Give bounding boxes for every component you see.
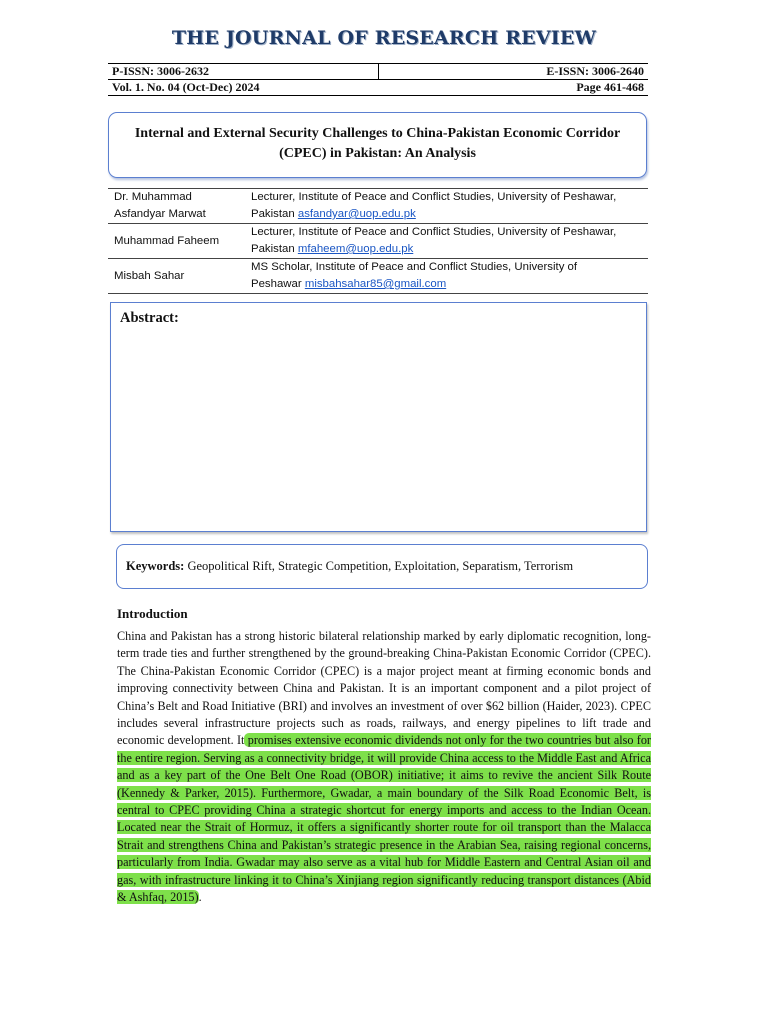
- author-name: [108, 224, 245, 259]
- keywords-label: Keywords:: [126, 559, 185, 573]
- author-affiliation: [245, 189, 648, 224]
- volume-issue: Vol. 1. No. 04 (Oct-Dec) 2024: [108, 80, 379, 96]
- article-title-line1: Internal and External Security Challenges to China-Pakistan Economic Corridor: [134, 126, 621, 141]
- author-row: [108, 259, 648, 294]
- page-range: Page 461-468: [379, 80, 649, 96]
- author-row: [108, 189, 648, 224]
- author-email-link[interactable]: asfandyar@uop.edu.pk: [297, 208, 416, 220]
- abstract-label: Abstract:: [120, 310, 179, 326]
- affiliation-line2: Pakistan: [251, 243, 298, 255]
- keywords-line: [117, 545, 647, 574]
- author-name: [108, 189, 245, 224]
- author-name-line1: Dr. Muhammad: [114, 191, 192, 203]
- affiliation-line2: Pakistan: [251, 208, 298, 220]
- p-issn: P-ISSN: 3006-2632: [108, 64, 379, 80]
- author-affiliation: [245, 224, 648, 259]
- keywords-box: [116, 544, 648, 589]
- article-title: [109, 113, 646, 164]
- affiliation-line1: Lecturer, Institute of Peace and Conflict Studies, University of Peshawar,: [251, 226, 617, 238]
- article-title-box: [108, 112, 647, 178]
- affiliation-line1: MS Scholar, Institute of Peace and Conflict Studies, University of: [251, 261, 578, 273]
- volume-row: [108, 80, 648, 96]
- intro-text: China and Pakistan has a strong historic bilateral relationship marked by early diplomatic recognition, long-term trade ties and further strengthened by the ground-breaking China-Pakistan Economic Corridor (CPEC). The China-Pakistan Economic Corridor (CPEC) is a major project meant at firming economic bonds and improving connectivity between China and Pakistan. It is an important component and a pilot project of China’s Belt and Road Initiative (BRI) and involves an investment of over $62 billion (Haider, 2023). CPEC includes several infrastructure projects such as roads, railways, and energy pipelines to lift trade and economic development. It: [117, 629, 651, 748]
- author-name: [108, 259, 245, 294]
- author-row: [108, 224, 648, 259]
- introduction-heading: Introduction: [117, 606, 188, 621]
- author-affiliation: [245, 259, 648, 294]
- affiliation-line2: Peshawar: [251, 278, 305, 290]
- e-issn: E-ISSN: 3006-2640: [379, 64, 649, 80]
- introduction-paragraph: [117, 628, 651, 907]
- keywords-text: Geopolitical Rift, Strategic Competition, Exploitation, Separatism, Terrorism: [184, 559, 574, 573]
- issn-row: [108, 64, 648, 80]
- author-email-link[interactable]: misbahsahar85@gmail.com: [304, 278, 447, 290]
- article-title-line2: (CPEC) in Pakistan: An Analysis: [279, 146, 476, 161]
- issn-table: [108, 63, 648, 96]
- author-name-line1: Muhammad Faheem: [114, 234, 220, 247]
- journal-title: THE JOURNAL OF RESEARCH REVIEW: [171, 27, 597, 49]
- author-table: [108, 188, 648, 294]
- intro-text-end: .: [198, 890, 202, 905]
- author-email-link[interactable]: mfaheem@uop.edu.pk: [297, 243, 414, 255]
- author-name-line1: Misbah Sahar: [114, 269, 185, 282]
- intro-highlighted-text: promises extensive economic dividends not only for the two countries but also for the entire region. Serving as a connectivity bridge, it will provide China access to the Middle East and Africa and as a key part of the One Belt One Road (OBOR) initiative; it aims to revive the ancient Silk Route (Kennedy & Parker, 2015). Furthermore, Gwadar, a main boundary of the Silk Road Economic Belt, is central to CPEC providing China a strategic shortcut for energy imports and access to the Indian Ocean. Located near the Strait of Hormuz, it offers a significantly shorter route for oil transport than the Malacca Strait and strengthens China and Pakistan’s strategic presence in the Arabian Sea, raising regional concerns, particularly from India. Gwadar may also serve as a vital hub for Middle Eastern and Central Asian oil and gas, with infrastructure linking it to China’s Xinjiang region significantly reducing transport distances (Abid & Ashfaq, 2015): [117, 733, 651, 905]
- author-name-line2: Asfandyar Marwat: [114, 208, 206, 220]
- abstract-box: [110, 302, 647, 532]
- affiliation-line1: Lecturer, Institute of Peace and Conflict Studies, University of Peshawar,: [251, 191, 617, 203]
